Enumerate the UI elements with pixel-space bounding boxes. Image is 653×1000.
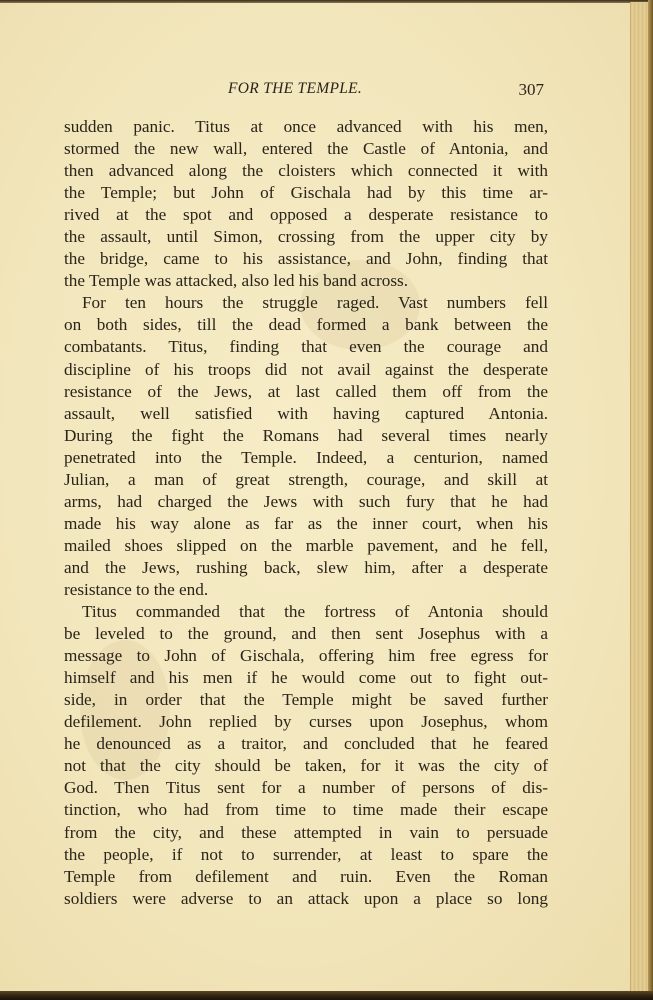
text-line: the Temple; but John of Gischala had by this time ar- [64,183,548,203]
text-line: be leveled to the ground, and then sent Josephus with a [64,624,548,644]
text-line: tinction, who had from time to time made their escape [64,800,548,820]
text-line: he denounced as a traitor, and concluded that he feared [64,734,548,754]
text-line: the assault, until Simon, crossing from the upper city by [64,227,548,247]
text-line: the people, if not to surrender, at least to spare the [64,844,548,864]
text-line: defilement. John replied by curses upon Josephus, whom [64,712,548,732]
text-line: Julian, a man of great strength, courage, and skill at [64,469,548,489]
text-line: soldiers were adverse to an attack upon a place so long [64,888,548,908]
text-line: resistance to the end. [64,579,209,599]
text-line: made his way alone as far as the inner court, when his [64,513,548,533]
text-line: God. Then Titus sent for a number of persons of dis- [64,778,548,798]
text-line: Titus commanded that the fortress of Antonia should [82,602,548,622]
paragraph [64,116,548,292]
text-line: For ten hours the struggle raged. Vast numbers fell [82,293,548,313]
text-line: discipline of his troops did not avail against the desperate [64,359,548,379]
text-line: then advanced along the cloisters which connected it with [64,161,548,181]
text-line: assault, well satisfied with having captured Antonia. [64,403,548,423]
fore-edge-shadow [648,0,653,1000]
page-header [60,80,550,102]
paragraph [64,292,548,601]
text-line: resistance of the Jews, at last called them off from the [64,381,548,401]
paragraph [64,601,548,910]
text-line: arms, had charged the Jews with such fury that he had [64,491,548,511]
text-line: on both sides, till the dead formed a bank between the [64,315,548,335]
text-line: the Temple was attacked, also led his band across. [64,271,409,291]
text-line: and the Jews, rushing back, slew him, after a desperate [64,557,548,577]
text-line: from the city, and these attempted in vain to persuade [64,822,548,842]
text-line: penetrated into the Temple. Indeed, a centurion, named [64,447,548,467]
text-line: During the fight the Romans had several times nearly [64,425,548,445]
text-line: rived at the spot and opposed a desperate resistance to [64,205,548,225]
running-title: FOR THE TEMPLE. [228,80,363,97]
page-top-edge [0,0,653,3]
text-line: stormed the new wall, entered the Castle of Antonia, and [64,139,548,159]
text-line: Temple from defilement and ruin. Even the Roman [64,866,548,886]
text-line: mailed shoes slipped on the marble pavement, and he fell, [64,535,548,555]
text-line: message to John of Gischala, offering him free egress for [64,646,548,666]
text-line: combatants. Titus, finding that even the courage and [64,337,548,357]
page-number: 307 [518,80,544,99]
text-line: side, in order that the Temple might be saved further [64,690,548,710]
book-bottom-edge [0,991,653,1000]
text-line: the bridge, came to his assistance, and John, finding that [64,249,548,269]
text-line: himself and his men if he would come out to fight out- [64,668,548,688]
text-line: sudden panic. Titus at once advanced with his men, [64,117,548,136]
text-line: not that the city should be taken, for it was the city of [64,756,548,776]
body-text [64,116,548,910]
